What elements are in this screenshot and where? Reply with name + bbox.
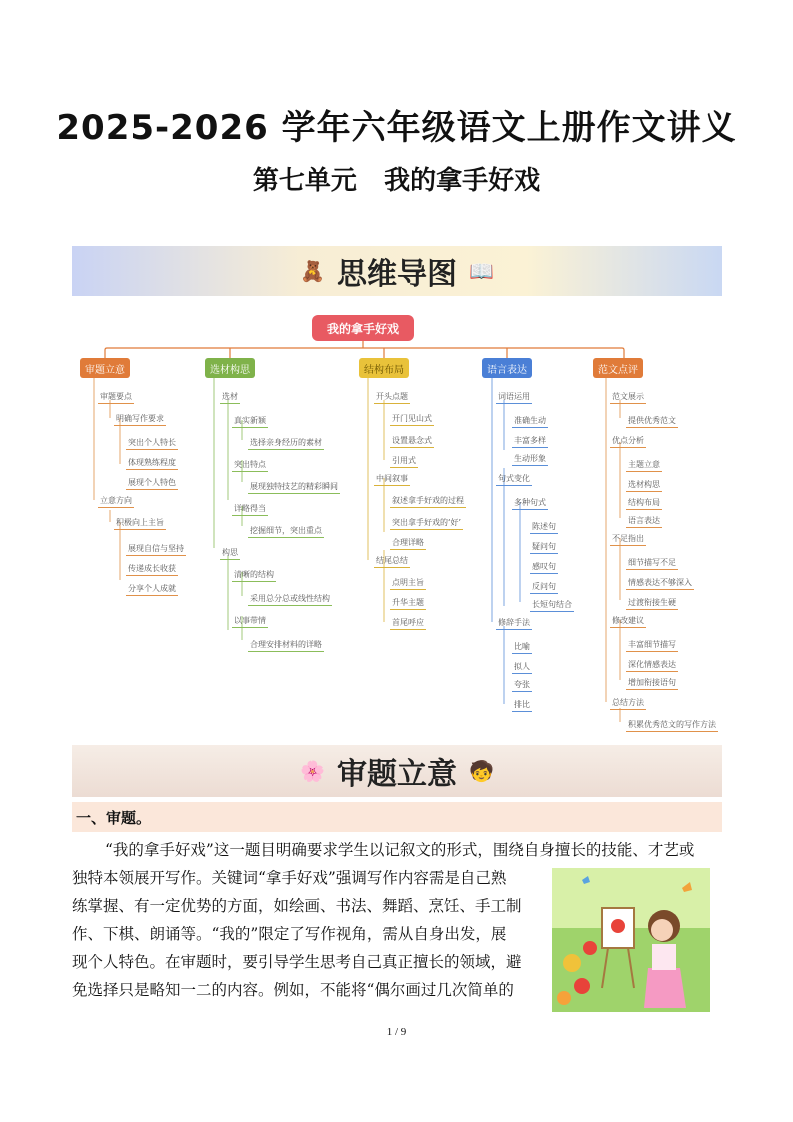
mm-node: 详略得当 — [234, 504, 266, 513]
mm-node: 首尾呼应 — [392, 618, 424, 627]
mm-node: 总结方法 — [612, 698, 644, 707]
branch-jiegou: 结构布局 — [359, 358, 409, 378]
mm-node: 修改建议 — [612, 616, 644, 625]
mm-node: 设置悬念式 — [392, 436, 432, 445]
mm-node: 选材构思 — [628, 480, 660, 489]
mm-node: 明确写作要求 — [116, 414, 164, 423]
mm-node: 积累优秀范文的写作方法 — [628, 720, 716, 729]
mm-node: 语言表达 — [628, 516, 660, 525]
mm-node: 选材 — [222, 392, 238, 401]
mm-node: 反问句 — [532, 582, 556, 591]
mm-node: 主题立意 — [628, 460, 660, 469]
mm-node: 优点分析 — [612, 436, 644, 445]
shenti-banner-title: 审题立意 — [337, 757, 457, 792]
mm-node: 比喻 — [514, 642, 530, 651]
mm-node: 清晰的结构 — [234, 570, 274, 579]
document-title: 2025-2026 学年六年级语文上册作文讲义 — [56, 108, 737, 148]
paragraph-line: 作、下棋、朗诵等。“我的”限定了写作视角，需从自身出发，展 — [72, 925, 507, 943]
mm-node: 点明主旨 — [392, 578, 424, 587]
mm-node: 长短句结合 — [532, 600, 572, 609]
paragraph-line: 独特本领展开写作。关键词“拿手好戏”强调写作内容需是自己熟 — [72, 869, 507, 887]
mm-node: 结构布局 — [628, 498, 660, 507]
mm-node: 升华主题 — [392, 598, 424, 607]
paragraph-line: 免选择只是略知一二的内容。例如，不能将“偶尔画过几次简单的 — [72, 981, 514, 999]
mindmap-root: 我的拿手好戏 — [312, 315, 414, 341]
mm-node: 词语运用 — [498, 392, 530, 401]
mm-node: 开门见山式 — [392, 414, 432, 423]
mindmap-banner-title: 思维导图 — [337, 257, 457, 292]
page-number: 1 / 9 — [386, 1026, 407, 1038]
mm-node: 增加衔接语句 — [628, 678, 676, 687]
mm-node: 深化情感表达 — [628, 660, 676, 669]
mm-node: 开头点题 — [376, 392, 408, 401]
mm-node: 以事带情 — [234, 616, 266, 625]
shenti-banner — [72, 745, 722, 797]
reading-kid-icon: 📖 — [469, 259, 494, 283]
mm-node: 拟人 — [514, 662, 530, 671]
mm-node: 准确生动 — [514, 416, 546, 425]
mm-node: 叙述拿手好戏的过程 — [392, 496, 464, 505]
mm-node: 展现独特技艺的精彩瞬间 — [250, 482, 338, 491]
mm-node: 突出个人特长 — [128, 438, 176, 447]
branch-yuyan: 语言表达 — [482, 358, 532, 378]
mm-node: 感叹句 — [532, 562, 556, 571]
mm-node: 展现个人特色 — [128, 478, 176, 487]
mm-node: 合理详略 — [392, 538, 424, 547]
branch-fanwen: 范文点评 — [593, 358, 643, 378]
section-heading: 一、审题。 — [72, 802, 722, 832]
mm-node: 合理安排材料的详略 — [250, 640, 322, 649]
flower-letter-icon: 🌸 — [300, 759, 325, 783]
paragraph-line: 现个人特色。在审题时，要引导学生思考自己真正擅长的领域，避 — [72, 953, 522, 971]
mm-node: 分享个人成就 — [128, 584, 176, 593]
mm-node: 夸张 — [514, 680, 530, 689]
mm-node: 丰富细节描写 — [628, 640, 676, 649]
mm-node: 突出特点 — [234, 460, 266, 469]
mm-node: 中间叙事 — [376, 474, 408, 483]
mm-node: 不足指出 — [612, 534, 644, 543]
mm-node: 采用总分总或线性结构 — [250, 594, 330, 603]
mm-node: 积极向上主旨 — [116, 518, 164, 527]
mm-node: 选择亲身经历的素材 — [250, 438, 322, 447]
mm-node: 结尾总结 — [376, 556, 408, 565]
mm-node: 句式变化 — [498, 474, 530, 483]
mm-node: 传递成长收获 — [128, 564, 176, 573]
mm-node: 构思 — [222, 548, 238, 557]
mm-node: 排比 — [514, 700, 530, 709]
mindmap-banner — [72, 246, 722, 296]
bear-icon: 🧸 — [300, 259, 325, 283]
girl-painting-illustration — [552, 868, 710, 1012]
document-subtitle: 第七单元 我的拿手好戏 — [252, 166, 541, 196]
mm-node: 引用式 — [392, 456, 416, 465]
child-icon: 🧒 — [469, 759, 494, 783]
paragraph-line: “我的拿手好戏”这一题目明确要求学生以记叙文的形式，围绕自身擅长的技能、才艺或 — [105, 841, 695, 859]
mm-node: 立意方向 — [100, 496, 132, 505]
mind-map — [72, 310, 722, 740]
mm-node: 过渡衔接生硬 — [628, 598, 676, 607]
paragraph-line: 练掌握、有一定优势的方面，如绘画、书法、舞蹈、烹饪、手工制 — [72, 897, 522, 915]
mm-node: 修辞手法 — [498, 618, 530, 627]
branch-xuancai: 选材构思 — [205, 358, 255, 378]
mm-node: 突出拿手好戏的‘好’ — [392, 518, 462, 527]
mm-node: 展现自信与坚持 — [128, 544, 184, 553]
mm-node: 体现熟练程度 — [128, 458, 176, 467]
mm-node: 真实新颖 — [234, 416, 266, 425]
mm-node: 范文展示 — [612, 392, 644, 401]
mm-node: 陈述句 — [532, 522, 556, 531]
branch-shenti: 审题立意 — [80, 358, 130, 378]
mm-node: 生动形象 — [514, 454, 546, 463]
mm-node: 疑问句 — [532, 542, 556, 551]
mm-node: 挖掘细节，突出重点 — [250, 526, 322, 535]
mm-node: 情感表达不够深入 — [628, 578, 692, 587]
mm-node: 提供优秀范文 — [628, 416, 676, 425]
mm-node: 多种句式 — [514, 498, 546, 507]
mm-node: 丰富多样 — [514, 436, 546, 445]
mm-node: 审题要点 — [100, 392, 132, 401]
mm-node: 细节描写不足 — [628, 558, 676, 567]
